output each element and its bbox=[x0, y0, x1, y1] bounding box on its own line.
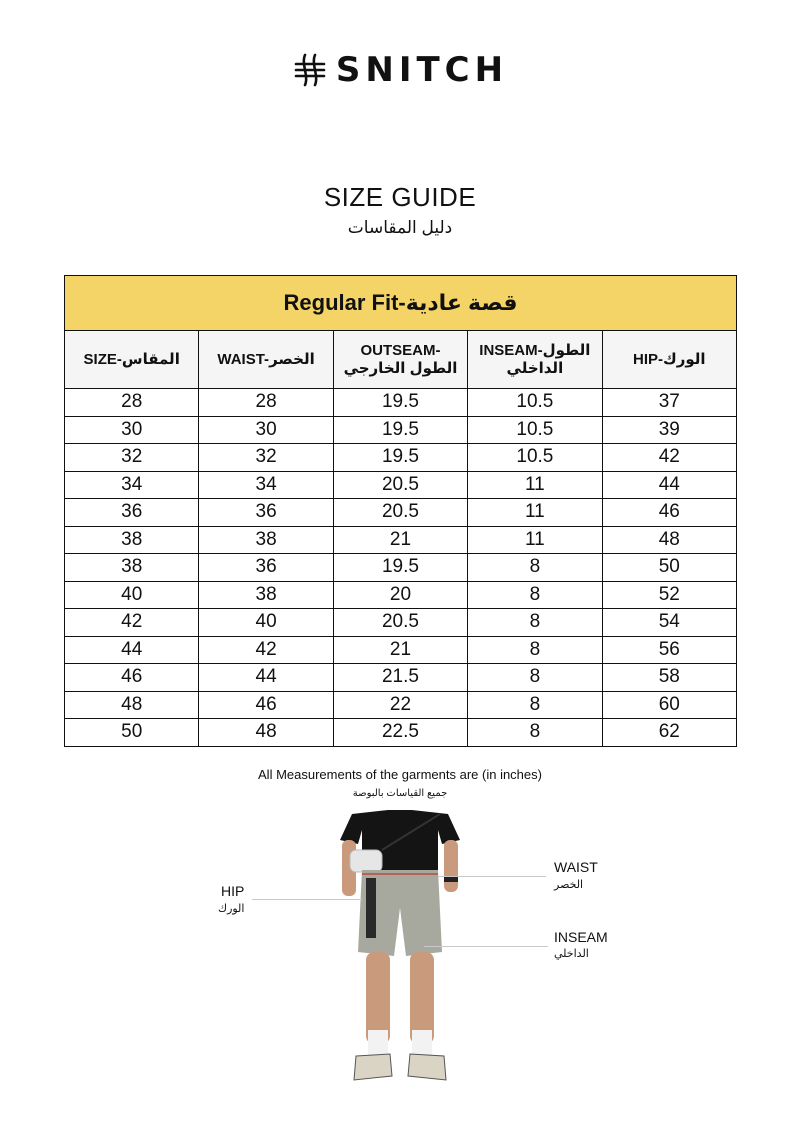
table-cell: 39 bbox=[602, 416, 736, 444]
table-cell: 44 bbox=[199, 664, 333, 692]
column-header bbox=[333, 331, 467, 389]
table-cell: 46 bbox=[602, 499, 736, 527]
table-cell: 20.5 bbox=[333, 609, 467, 637]
table-cell: 34 bbox=[199, 471, 333, 499]
table-cell: 8 bbox=[468, 719, 602, 747]
table-row bbox=[65, 554, 737, 582]
brand-mark-icon bbox=[292, 52, 328, 88]
hip-label-ar: الورك bbox=[218, 903, 245, 915]
table-cell: 50 bbox=[602, 554, 736, 582]
waist-line bbox=[438, 876, 546, 877]
table-row bbox=[65, 719, 737, 747]
fit-label: Regular Fit-قصة عادية bbox=[65, 276, 737, 331]
column-header-line: INSEAM-الطول bbox=[479, 341, 591, 359]
table-cell: 40 bbox=[199, 609, 333, 637]
waist-label-ar: الخصر bbox=[554, 879, 584, 891]
table-cell: 48 bbox=[602, 526, 736, 554]
table-cell: 36 bbox=[199, 554, 333, 582]
inseam-label: INSEAM bbox=[554, 929, 608, 945]
table-cell: 37 bbox=[602, 389, 736, 417]
table-cell: 28 bbox=[65, 389, 199, 417]
measurements-note: All Measurements of the garments are (in inches) bbox=[258, 767, 542, 782]
hip-label: HIP bbox=[221, 883, 245, 899]
table-cell: 48 bbox=[199, 719, 333, 747]
table-cell: 20 bbox=[333, 581, 467, 609]
table-row bbox=[65, 664, 737, 692]
table-cell: 44 bbox=[602, 471, 736, 499]
table-cell: 38 bbox=[199, 526, 333, 554]
waist-label: WAIST bbox=[554, 859, 598, 875]
table-cell: 20.5 bbox=[333, 471, 467, 499]
table-cell: 21 bbox=[333, 636, 467, 664]
table-cell: 20.5 bbox=[333, 499, 467, 527]
table-cell: 11 bbox=[468, 471, 602, 499]
brand-logo bbox=[0, 50, 800, 90]
table-row bbox=[65, 389, 737, 417]
table-cell: 38 bbox=[199, 581, 333, 609]
table-cell: 10.5 bbox=[468, 389, 602, 417]
column-header-line: OUTSEAM- bbox=[360, 341, 441, 359]
table-cell: 36 bbox=[65, 499, 199, 527]
column-header-line: SIZE-المقاس bbox=[83, 350, 180, 368]
table-cell: 42 bbox=[602, 444, 736, 472]
table-cell: 38 bbox=[65, 554, 199, 582]
hip-line bbox=[252, 899, 362, 900]
table-cell: 30 bbox=[199, 416, 333, 444]
table-cell: 22 bbox=[333, 691, 467, 719]
table-cell: 56 bbox=[602, 636, 736, 664]
table-row bbox=[65, 526, 737, 554]
table-cell: 40 bbox=[65, 581, 199, 609]
table-row bbox=[65, 636, 737, 664]
table-cell: 32 bbox=[199, 444, 333, 472]
table-cell: 10.5 bbox=[468, 444, 602, 472]
table-row bbox=[65, 691, 737, 719]
column-header bbox=[65, 331, 199, 389]
inseam-line bbox=[424, 946, 548, 947]
table-cell: 21.5 bbox=[333, 664, 467, 692]
table-cell: 60 bbox=[602, 691, 736, 719]
table-cell: 54 bbox=[602, 609, 736, 637]
table-cell: 42 bbox=[199, 636, 333, 664]
model-figure-illustration bbox=[330, 810, 470, 1090]
brand-name: SNITCH bbox=[335, 50, 509, 90]
table-cell: 32 bbox=[65, 444, 199, 472]
table-row bbox=[65, 444, 737, 472]
table-cell: 22.5 bbox=[333, 719, 467, 747]
table-row bbox=[65, 581, 737, 609]
table-row bbox=[65, 609, 737, 637]
table-cell: 42 bbox=[65, 609, 199, 637]
size-table bbox=[64, 275, 737, 747]
inseam-label-ar: الداخلي bbox=[554, 948, 589, 960]
table-cell: 8 bbox=[468, 609, 602, 637]
table-cell: 46 bbox=[199, 691, 333, 719]
measurements-note-ar: جميع القياسات بالبوصة bbox=[352, 788, 448, 799]
table-cell: 62 bbox=[602, 719, 736, 747]
column-header bbox=[468, 331, 602, 389]
table-cell: 21 bbox=[333, 526, 467, 554]
table-cell: 8 bbox=[468, 554, 602, 582]
table-cell: 8 bbox=[468, 636, 602, 664]
page-title: SIZE GUIDE bbox=[323, 182, 477, 212]
table-cell: 19.5 bbox=[333, 389, 467, 417]
table-cell: 8 bbox=[468, 691, 602, 719]
column-header-line: HIP-الورك bbox=[633, 350, 706, 368]
table-cell: 58 bbox=[602, 664, 736, 692]
table-cell: 50 bbox=[65, 719, 199, 747]
table-cell: 38 bbox=[65, 526, 199, 554]
table-cell: 8 bbox=[468, 664, 602, 692]
column-header-line-2: الداخلي bbox=[506, 359, 564, 377]
column-header bbox=[199, 331, 333, 389]
table-cell: 8 bbox=[468, 581, 602, 609]
column-header-line-2: الطول الخارجي bbox=[343, 359, 458, 377]
table-cell: 11 bbox=[468, 526, 602, 554]
column-header bbox=[602, 331, 736, 389]
table-cell: 52 bbox=[602, 581, 736, 609]
table-cell: 11 bbox=[468, 499, 602, 527]
table-cell: 46 bbox=[65, 664, 199, 692]
table-cell: 48 bbox=[65, 691, 199, 719]
table-cell: 19.5 bbox=[333, 554, 467, 582]
column-header-line: WAIST-الخصر bbox=[217, 350, 315, 368]
table-cell: 34 bbox=[65, 471, 199, 499]
page-subtitle: دليل المقاسات bbox=[347, 218, 453, 237]
table-cell: 19.5 bbox=[333, 416, 467, 444]
table-row bbox=[65, 416, 737, 444]
table-cell: 28 bbox=[199, 389, 333, 417]
table-cell: 19.5 bbox=[333, 444, 467, 472]
table-cell: 44 bbox=[65, 636, 199, 664]
table-row bbox=[65, 499, 737, 527]
table-cell: 30 bbox=[65, 416, 199, 444]
table-row bbox=[65, 471, 737, 499]
table-cell: 10.5 bbox=[468, 416, 602, 444]
table-cell: 36 bbox=[199, 499, 333, 527]
